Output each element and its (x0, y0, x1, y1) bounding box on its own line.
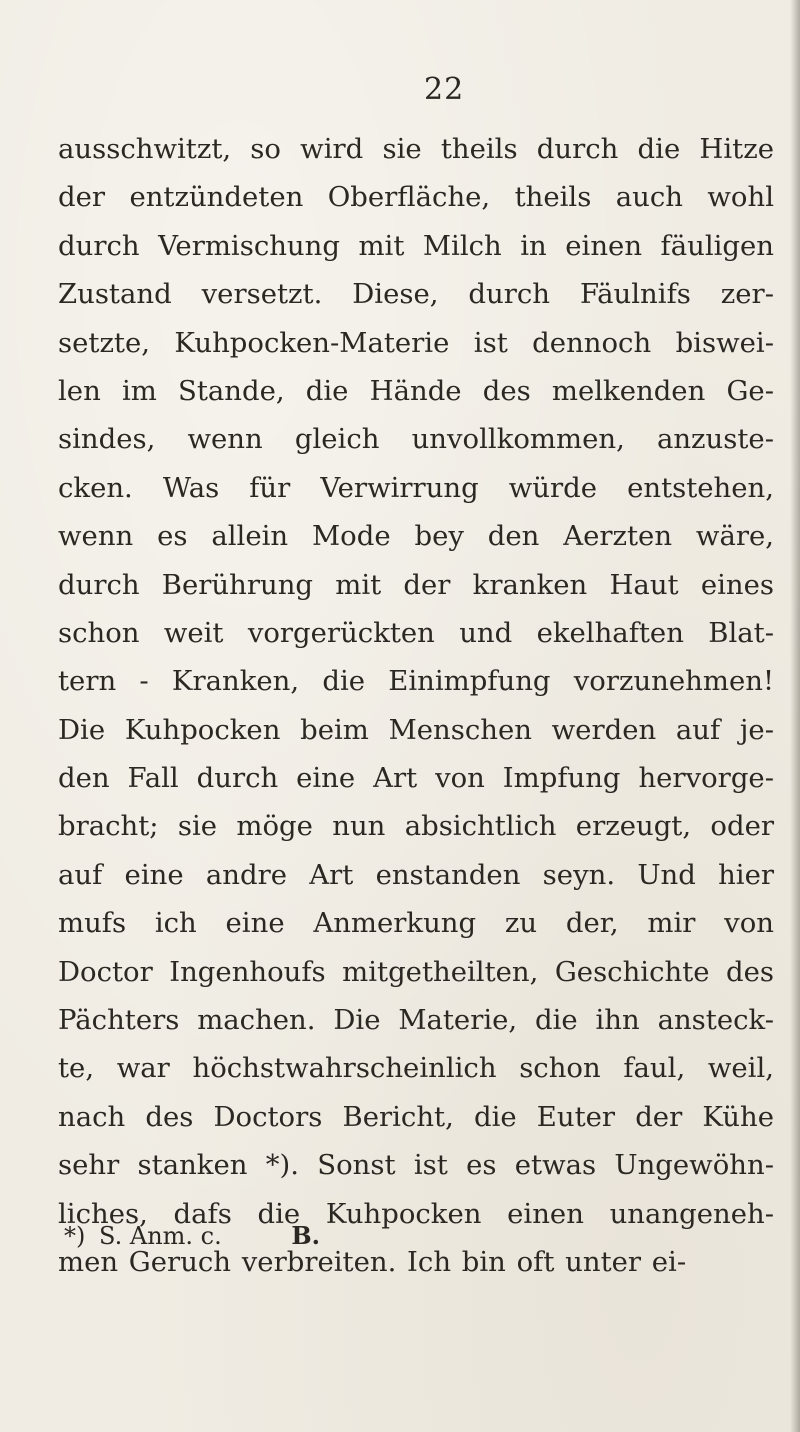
text-line: den Fall durch eine Art von Impfung hervorge- (58, 762, 774, 795)
text-line: mufs ich eine Anmerkung zu der, mir von (58, 907, 774, 940)
text-line: len im Stande, die Hände des melkenden Ge- (58, 374, 774, 407)
text-line: durch Berührung mit der kranken Haut eines (58, 568, 774, 601)
text-line: nach des Doctors Bericht, die Euter der Kühe (58, 1100, 774, 1133)
body-text (58, 125, 774, 1286)
page-number: 22 (424, 72, 465, 107)
text-line: setzte, Kuhpocken-Materie ist dennoch biswei- (58, 326, 774, 359)
text-line: Zustand versetzt. Diese, durch Fäulnifs zer- (58, 278, 774, 311)
text-line: schon weit vorgerückten und ekelhaften Blat- (58, 616, 774, 649)
text-line: sindes, wenn gleich unvollkommen, anzuste- (58, 423, 774, 456)
footnote (64, 1221, 364, 1250)
text-line: liches, dafs die Kuhpocken einen unangeneh- (58, 1197, 774, 1230)
footnote-signature: B. (291, 1221, 321, 1250)
text-line: tern - Kranken, die Einimpfung vorzunehmen! (58, 665, 774, 698)
footnote-text: S. Anm. c. (99, 1222, 222, 1250)
text-line: der entzündeten Oberfläche, theils auch wohl (58, 181, 774, 214)
footnote-mark: *) (64, 1222, 86, 1250)
page-edge-shadow (790, 0, 800, 1432)
text-line: cken. Was für Verwirrung würde entstehen, (58, 471, 774, 504)
text-line: te, war höchstwahrscheinlich schon faul, weil, (58, 1052, 774, 1085)
text-line: sehr stanken *). Sonst ist es etwas Ungewöhn- (58, 1149, 774, 1182)
text-line: ausschwitzt, so wird sie theils durch die Hitze (58, 133, 774, 165)
text-line: Doctor Ingenhoufs mitgetheilten, Geschichte des (58, 955, 774, 988)
text-line: Pächters machen. Die Materie, die ihn ansteck- (58, 1004, 774, 1037)
text-line: Die Kuhpocken beim Menschen werden auf je- (58, 713, 774, 746)
text-line: auf eine andre Art enstanden seyn. Und hier (58, 858, 774, 891)
text-line: durch Vermischung mit Milch in einen fäuligen (58, 229, 774, 262)
text-line: wenn es allein Mode bey den Aerzten wäre, (58, 520, 774, 553)
text-line: men Geruch verbreiten. Ich bin oft unter ei- (58, 1245, 687, 1278)
text-line: bracht; sie möge nun absichtlich erzeugt, oder (58, 810, 774, 843)
